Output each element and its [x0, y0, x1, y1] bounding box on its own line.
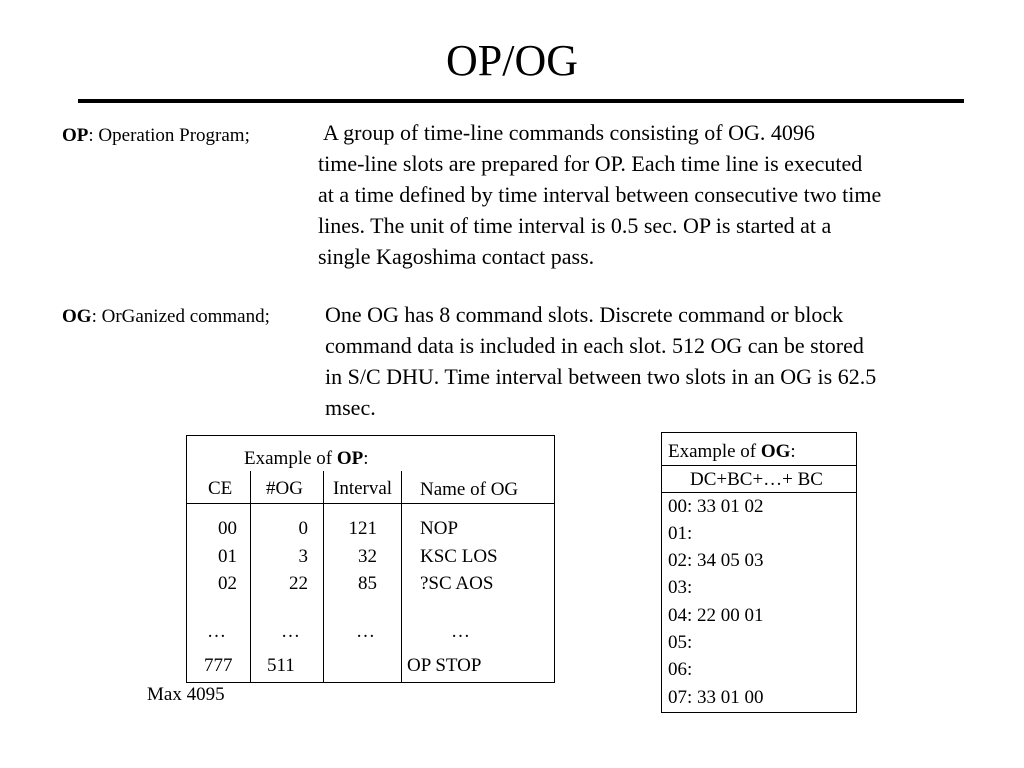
og-term-abbr: OG — [62, 306, 92, 327]
op-cell-ce: 01 — [218, 546, 237, 567]
op-table-header-divider — [186, 503, 555, 504]
op-term-abbr: OP — [62, 125, 89, 146]
og-term — [62, 305, 270, 329]
og-caption-prefix: Example of — [668, 441, 761, 462]
og-slot-line: 02: 34 05 03 — [668, 550, 764, 571]
og-slot-line: 04: 22 00 01 — [668, 605, 764, 626]
op-cell-interval: 121 — [348, 518, 377, 539]
og-slot-line: 03: — [668, 577, 693, 598]
op-cell-interval: … — [356, 621, 375, 642]
op-table-caption — [244, 448, 369, 470]
op-desc-line-3: at a time defined by time interval between consecutive two time — [318, 182, 882, 207]
table-row — [187, 545, 554, 569]
op-cell-name: … — [451, 621, 470, 642]
op-cell-name: NOP — [420, 518, 459, 539]
og-desc-line-1: One OG has 8 command slots. Discrete command or block — [325, 302, 844, 327]
op-desc-line-2: time-line slots are prepared for OP. Each time line is executed — [318, 151, 863, 176]
og-desc-line-3: in S/C DHU. Time interval between two slots in an OG is 62.5 — [325, 364, 877, 389]
op-cell-og: … — [281, 621, 300, 642]
op-table-border-bottom — [186, 682, 555, 683]
og-slot-line: 07: 33 01 00 — [668, 687, 764, 708]
og-table-header: DC+BC+…+ BC — [690, 469, 823, 490]
op-cell-ce: 777 — [204, 655, 233, 676]
og-desc-line-2: command data is included in each slot. 512 OG can be stored — [325, 333, 864, 358]
og-term-expansion: : OrGanized command; — [91, 306, 270, 327]
op-table-border-right — [554, 435, 555, 683]
op-caption-prefix: Example of — [244, 448, 337, 469]
op-desc-line-4: lines. The unit of time interval is 0.5 sec. OP is started at a — [318, 213, 832, 238]
op-cell-name: KSC LOS — [420, 546, 498, 567]
op-cell-ce: 02 — [218, 573, 237, 594]
og-slot-line: 00: 33 01 02 — [668, 496, 764, 517]
og-desc-line-4: msec. — [325, 395, 376, 420]
op-cell-name: OP STOP — [407, 655, 482, 676]
og-table-caption — [668, 440, 796, 464]
title-underline — [78, 99, 964, 103]
op-header-name: Name of OG — [420, 479, 519, 500]
op-desc-line-1: A group of time-line commands consisting of OG. 4096 — [323, 120, 815, 145]
op-header-interval: Interval — [333, 478, 393, 499]
op-term-expansion: : Operation Program; — [88, 125, 250, 146]
op-cell-og: 3 — [298, 546, 308, 567]
op-cell-ce: 00 — [218, 518, 237, 539]
op-cell-interval: 32 — [358, 546, 377, 567]
op-caption-bold: OP — [336, 448, 364, 469]
og-slot-line: 05: — [668, 632, 693, 653]
op-cell-og: 511 — [267, 655, 295, 676]
og-table-divider-1 — [661, 465, 857, 466]
op-header-ce: CE — [208, 478, 233, 499]
op-header-og: #OG — [266, 478, 303, 499]
og-caption-suffix: : — [790, 441, 796, 462]
op-term — [62, 124, 250, 148]
page-title: OP/OG — [445, 36, 579, 85]
op-cell-ce: … — [207, 621, 226, 642]
op-cell-og: 22 — [289, 573, 308, 594]
op-cell-name: ?SC AOS — [420, 573, 494, 594]
op-cell-interval: 85 — [358, 573, 377, 594]
table-row — [187, 654, 554, 678]
og-table-divider-2 — [661, 492, 857, 493]
op-cell-og: 0 — [298, 518, 308, 539]
op-table-footnote: Max 4095 — [147, 684, 225, 705]
table-row — [187, 517, 554, 541]
op-caption-suffix: : — [363, 448, 369, 469]
og-caption-bold: OG — [760, 441, 791, 462]
og-slot-line: 01: — [668, 523, 693, 544]
table-row — [187, 572, 554, 596]
op-table-border-top — [186, 435, 555, 436]
op-desc-line-5: single Kagoshima contact pass. — [318, 244, 595, 269]
table-row-ellipsis — [187, 620, 554, 644]
og-slot-line: 06: — [668, 659, 693, 680]
